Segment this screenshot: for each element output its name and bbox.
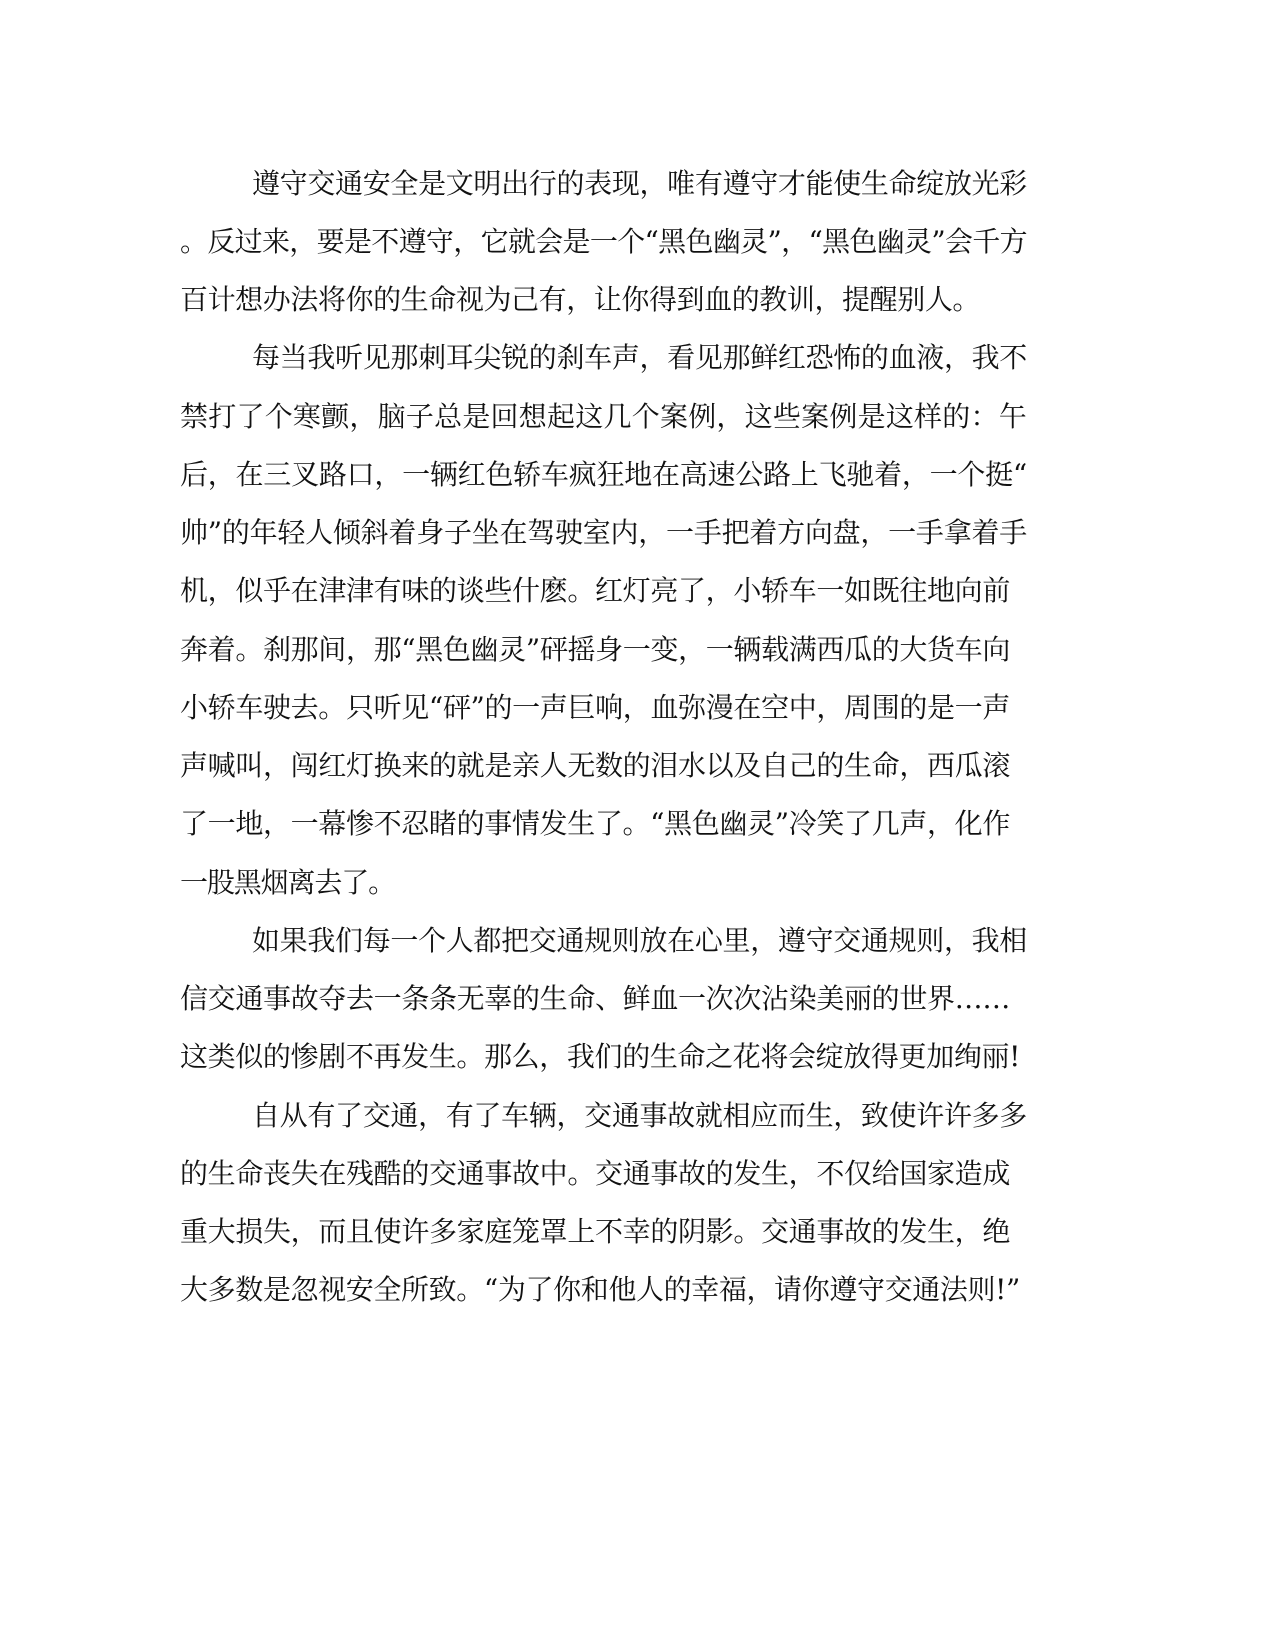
text-line-2: 。反过来，要是不遵守，它就会是一个“黑色幽灵”，“黑色幽灵”会千方 bbox=[180, 225, 1027, 258]
text-line-13: 一股黑烟离去了。 bbox=[180, 866, 395, 899]
text-line-19: 重大损失，而且使许多家庭笼罩上不幸的阴影。交通事故的发生，绝 bbox=[180, 1215, 1010, 1248]
text-line-8: 机，似乎在津津有味的谈些什麽。红灯亮了，小轿车一如既往地向前 bbox=[180, 574, 1010, 607]
text-line-16: 这类似的惨剧不再发生。那么，我们的生命之花将会绽放得更加绚丽! bbox=[180, 1040, 1020, 1073]
text-line-7: 帅”的年轻人倾斜着身子坐在驾驶室内，一手把着方向盘，一手拿着手 bbox=[180, 516, 1027, 549]
text-line-10: 小轿车驶去。只听见“砰”的一声巨响，血弥漫在空中，周围的是一声 bbox=[180, 691, 1010, 724]
text-line-11: 声喊叫，闯红灯换来的就是亲人无数的泪水以及自己的生命，西瓜滚 bbox=[180, 749, 1010, 782]
text-line-14: 如果我们每一个人都把交通规则放在心里，遵守交通规则，我相 bbox=[252, 924, 1027, 957]
text-line-20: 大多数是忽视安全所致。“为了你和他人的幸福，请你遵守交通法则!” bbox=[180, 1273, 1020, 1306]
text-line-4: 每当我听见那刺耳尖锐的刹车声，看见那鲜红恐怖的血液，我不 bbox=[252, 341, 1027, 374]
text-line-5: 禁打了个寒颤，脑子总是回想起这几个案例，这些案例是这样的：午 bbox=[180, 400, 1027, 433]
text-line-3: 百计想办法将你的生命视为己有，让你得到血的教训，提醒别人。 bbox=[180, 283, 980, 316]
text-line-18: 的生命丧失在残酷的交通事故中。交通事故的发生，不仅给国家造成 bbox=[180, 1157, 1010, 1190]
text-line-9: 奔着。刹那间，那“黑色幽灵”砰摇身一变，一辆载满西瓜的大货车向 bbox=[180, 633, 1010, 666]
text-line-6: 后，在三叉路口，一辆红色轿车疯狂地在高速公路上飞驰着，一个挺“ bbox=[180, 458, 1027, 491]
text-line-12: 了一地，一幕惨不忍睹的事情发生了。“黑色幽灵”冷笑了几声，化作 bbox=[180, 807, 1010, 840]
text-line-15: 信交通事故夺去一条条无辜的生命、鲜血一次次沾染美丽的世界…… bbox=[180, 982, 1010, 1015]
text-line-1: 遵守交通安全是文明出行的表现，唯有遵守才能使生命绽放光彩 bbox=[252, 167, 1027, 200]
text-line-17: 自从有了交通，有了车辆，交通事故就相应而生，致使许许多多 bbox=[252, 1099, 1027, 1132]
